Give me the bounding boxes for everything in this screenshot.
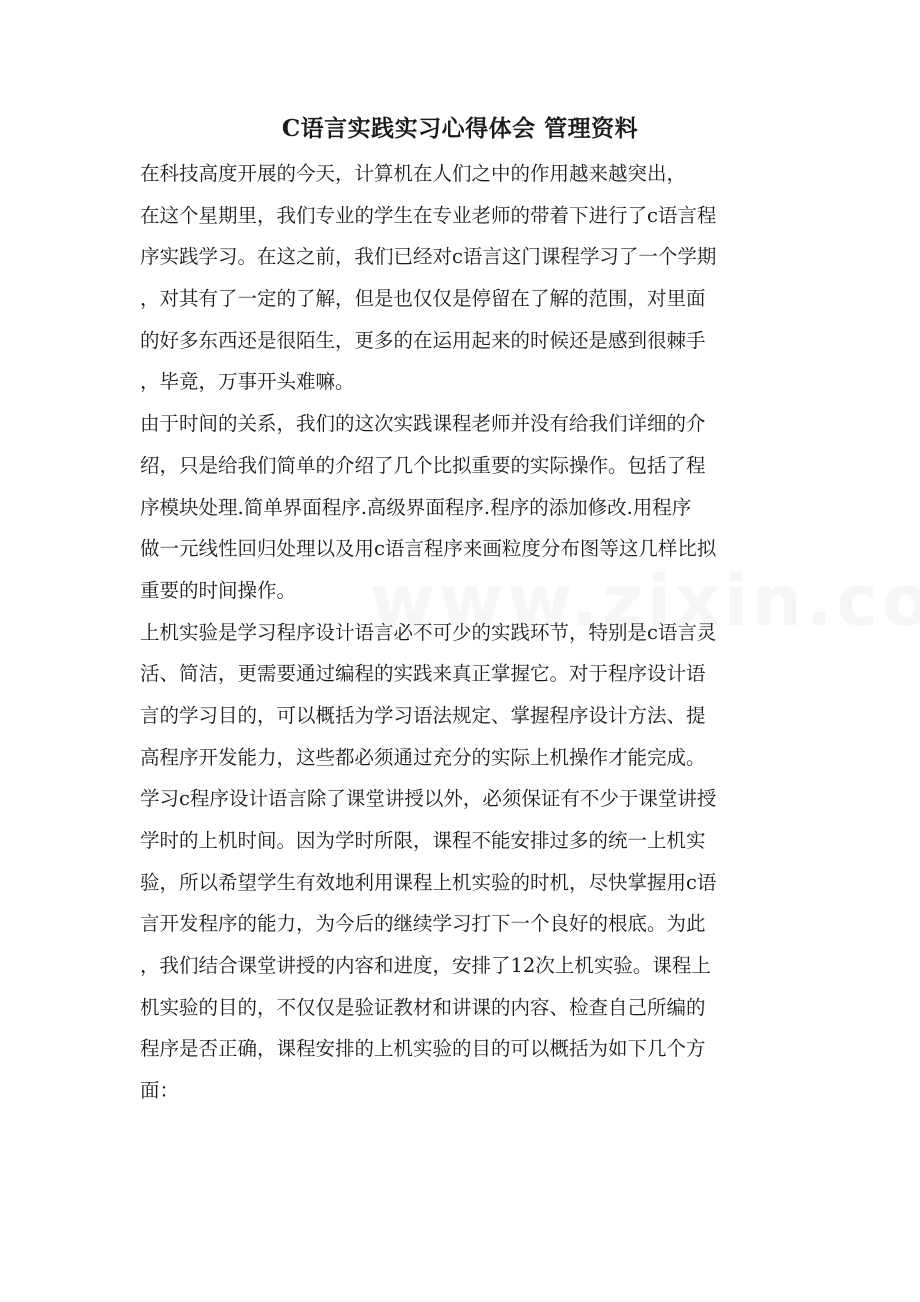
- body-line: 序实践学习。在这之前，我们已经对c语言这门课程学习了一个学期: [140, 245, 717, 269]
- body-line: 学习c程序设计语言除了课堂讲授以外，必须保证有不少于课堂讲授: [140, 787, 717, 811]
- document-body: [140, 153, 800, 1112]
- body-line: 言开发程序的能力，为今后的继续学习打下一个良好的根底。为此: [140, 912, 706, 936]
- body-line: 学时的上机时间。因为学时所限，课程不能安排过多的统一上机实: [140, 829, 706, 852]
- body-line: 重要的时间操作。: [140, 578, 297, 602]
- body-line: 验，所以希望学生有效地利用课程上机实验的时机，尽快掌握用c语: [140, 870, 717, 894]
- body-line: 由于时间的关系，我们的这次实践课程老师并没有给我们详细的介: [140, 412, 706, 436]
- body-line: 面：: [140, 1079, 180, 1103]
- body-line: ，对其有了一定的了解，但是也仅仅是停留在了解的范围，对里面: [140, 287, 706, 311]
- body-line: 在科技高度开展的今天，计算机在人们之中的作用越来越突出，: [140, 162, 687, 185]
- document-title: C语言实践实习心得体会 管理资料: [281, 115, 639, 142]
- body-line: 上机实验是学习程序设计语言必不可少的实践环节，特别是c语言灵: [140, 620, 717, 644]
- body-line: 活、简洁，更需要通过编程的实践来真正掌握它。对于程序设计语: [140, 662, 706, 686]
- body-line: 绍，只是给我们简单的介绍了几个比拟重要的实际操作。包括了程: [140, 453, 706, 477]
- body-line: 序模块处理.简单界面程序.高级界面程序.程序的添加修改.用程序: [140, 495, 692, 519]
- body-line: 的好多东西还是很陌生，更多的在运用起来的时候还是感到很棘手: [140, 328, 706, 352]
- body-line: 言的学习目的，可以概括为学习语法规定、掌握程序设计方法、提: [140, 703, 706, 727]
- body-line: ，毕竟，万事开头难嘛。: [140, 370, 355, 394]
- body-line: 程序是否正确，课程安排的上机实验的目的可以概括为如下几个方: [140, 1037, 706, 1061]
- body-line: ，我们结合课堂讲授的内容和进度，安排了12次上机实验。课程上: [140, 954, 711, 978]
- body-line: 机实验的目的，不仅仅是验证教材和讲课的内容、检查自己所编的: [140, 995, 706, 1019]
- body-line: 做一元线性回归处理以及用c语言程序来画粒度分布图等这几样比拟: [140, 537, 717, 561]
- body-line: 在这个星期里，我们专业的学生在专业老师的带着下进行了c语言程: [140, 203, 717, 227]
- body-line: 高程序开发能力，这些都必须通过充分的实际上机操作才能完成。: [140, 745, 706, 769]
